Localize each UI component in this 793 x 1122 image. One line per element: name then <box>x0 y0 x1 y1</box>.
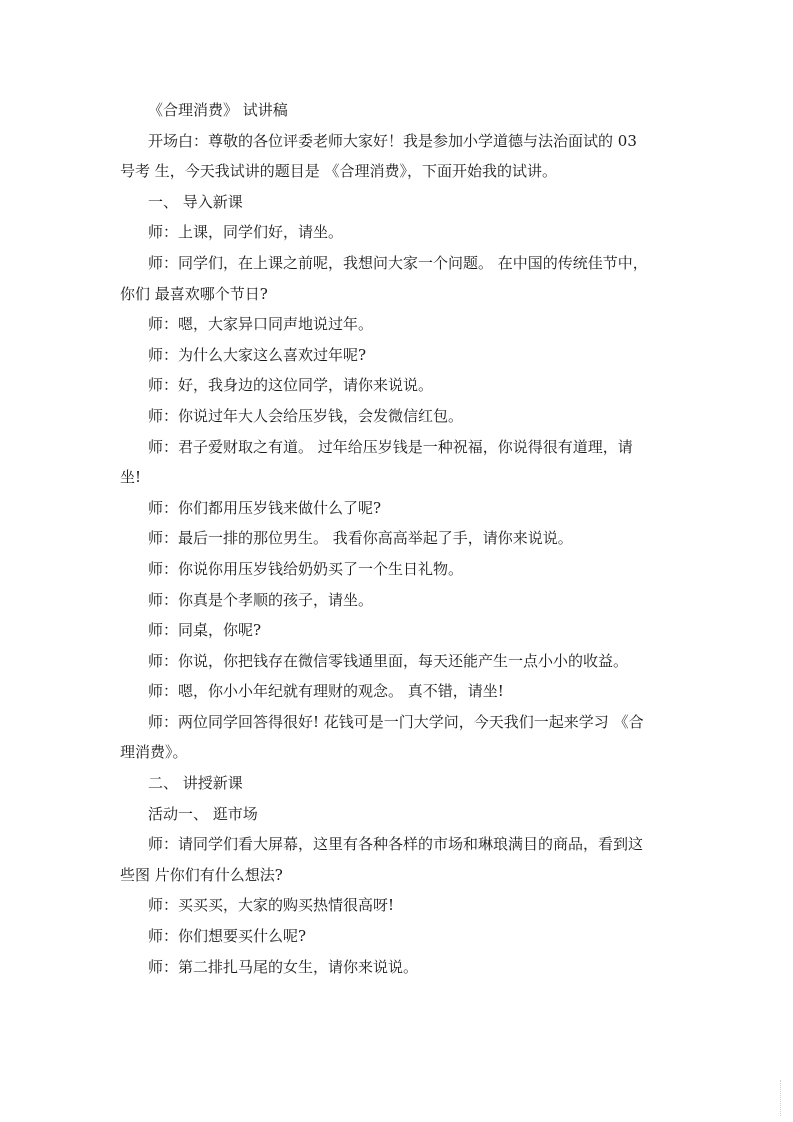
text-line: 活动一、 逛市场 <box>148 804 258 823</box>
text-line: 师：请同学们看大屏幕，这里有各种各样的市场和琳琅满目的商品，看到这 <box>148 835 644 854</box>
text-line: 师：君子爱财取之有道。 过年给压岁钱是一种祝福，你说得很有道理，请 <box>148 437 633 456</box>
text-line: 师：好，我身边的这位同学，请你来说说。 <box>148 376 434 395</box>
text-line: 师：你们想要买什么呢? <box>148 927 307 946</box>
text-line: 师：第二排扎马尾的女生，请你来说说。 <box>148 957 419 976</box>
text-line: 师：你说，你把钱存在微信零钱通里面，每天还能产生一点小小的收益。 <box>148 651 629 670</box>
text-line: 理消费》。 <box>120 743 188 762</box>
text-line: 师：最后一排的那位男生。 我看你高高举起了手，请你来说说。 <box>148 529 573 548</box>
text-line: 二、 讲授新课 <box>148 774 243 793</box>
text-line: 师：同桌，你呢? <box>148 621 262 640</box>
text-line: 师：嗯，大家异口同声地说过年。 <box>148 315 374 334</box>
text-line: 师：你真是个孝顺的孩子，请坐。 <box>148 590 374 609</box>
text-line: 师：嗯，你小小年纪就有理财的观念。 真不错，请坐! <box>148 682 504 701</box>
text-line: 一、 导入新课 <box>148 192 243 211</box>
text-line: 师：买买买，大家的购买热情很高呀! <box>148 896 395 915</box>
text-line: 师：你说过年大人会给压岁钱，会发微信红包。 <box>148 406 464 425</box>
text-line: 些图 片你们有什么想法? <box>120 865 283 884</box>
document-body <box>120 126 680 983</box>
text-line: 坐! <box>120 468 142 487</box>
text-line: 师：你说你用压岁钱给奶奶买了一个生日礼物。 <box>148 559 464 578</box>
text-line: 师：上课，同学们好，请坐。 <box>148 223 344 242</box>
text-line: 师：为什么大家这么喜欢过年呢? <box>148 345 367 364</box>
document-title: 《合理消费》 试讲稿 <box>148 101 288 119</box>
text-line: 你们 最喜欢哪个节日? <box>120 284 268 303</box>
text-line: 师：两位同学回答得很好! 花钱可是一门大学问，今天我们一起来学习 《合 <box>148 712 644 731</box>
document-page <box>120 95 680 982</box>
text-line: 师：你们都用压岁钱来做什么了呢? <box>148 498 382 517</box>
text-line: 师：同学们，在上课之前呢，我想问大家一个问题。 在中国的传统佳节中， <box>148 253 648 272</box>
text-line: 开场白：尊敬的各位评委老师大家好！我是参加小学道德与法治面试的 03 <box>148 131 637 150</box>
text-line: 号考 生，今天我试讲的题目是 《合理消费》，下面开始我的试讲。 <box>120 162 558 181</box>
page-edge-mark <box>780 1080 783 1116</box>
